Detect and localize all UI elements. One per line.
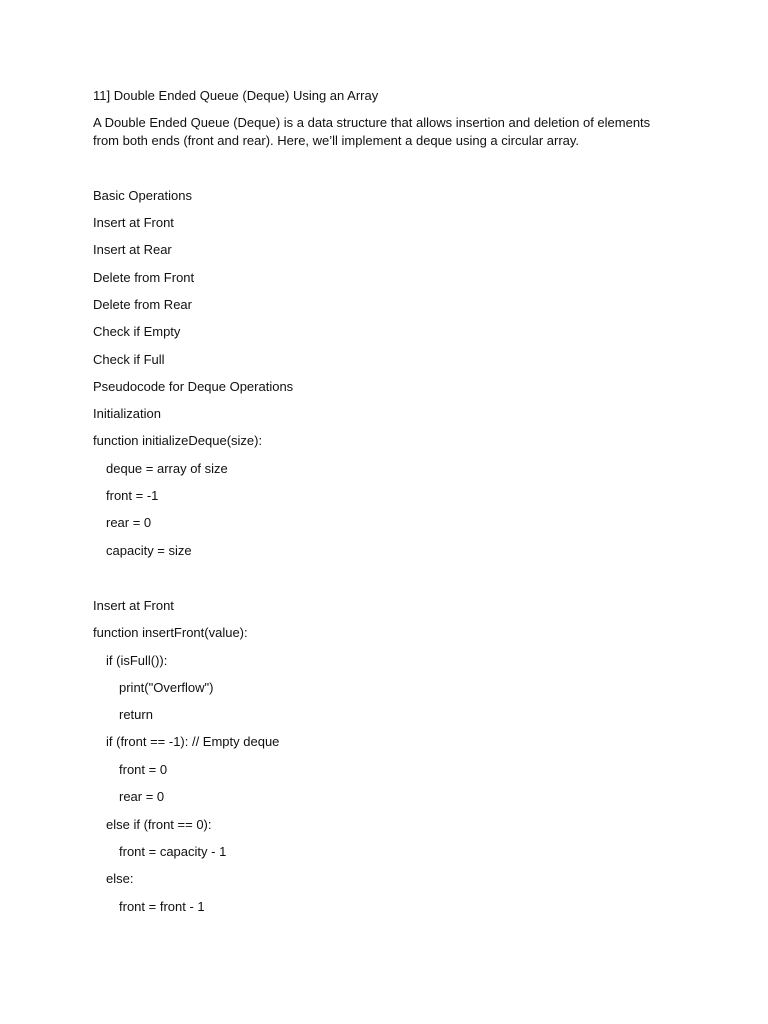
operation-item: Insert at Front	[93, 215, 174, 230]
code-line: function initializeDeque(size):	[93, 433, 263, 448]
code-line: capacity = size	[106, 543, 192, 558]
code-line: front = -1	[106, 488, 159, 503]
code-line: rear = 0	[106, 515, 152, 530]
operation-item: Delete from Rear	[93, 297, 192, 312]
document-title: 11] Double Ended Queue (Deque) Using an Array	[93, 88, 379, 103]
code-line: if (isFull()):	[106, 653, 168, 668]
code-line: if (front == -1): // Empty deque	[106, 734, 280, 749]
code-line: rear = 0	[119, 789, 165, 804]
code-line: else if (front == 0):	[106, 817, 212, 832]
intro-line: A Double Ended Queue (Deque) is a data structure that allows insertion and deletion of elements	[93, 115, 651, 130]
code-line: front = front - 1	[119, 899, 205, 914]
operation-item: Check if Empty	[93, 324, 181, 339]
code-line: return	[119, 707, 153, 722]
intro-paragraph	[93, 114, 693, 149]
code-line: front = 0	[119, 762, 168, 777]
intro-line: from both ends (front and rear). Here, we’ll implement a deque using a circular array.	[93, 132, 580, 148]
initialization-heading: Initialization	[93, 406, 161, 421]
basic-operations-heading: Basic Operations	[93, 188, 192, 203]
code-line: print("Overflow")	[119, 680, 214, 695]
operation-item: Insert at Rear	[93, 242, 172, 257]
code-line: function insertFront(value):	[93, 625, 248, 640]
operation-item: Check if Full	[93, 352, 165, 367]
operation-item: Delete from Front	[93, 270, 195, 285]
code-line: else:	[106, 871, 134, 886]
pseudocode-heading: Pseudocode for Deque Operations	[93, 379, 294, 394]
insert-front-heading: Insert at Front	[93, 598, 174, 613]
code-line: deque = array of size	[106, 461, 228, 476]
code-line: front = capacity - 1	[119, 844, 227, 859]
